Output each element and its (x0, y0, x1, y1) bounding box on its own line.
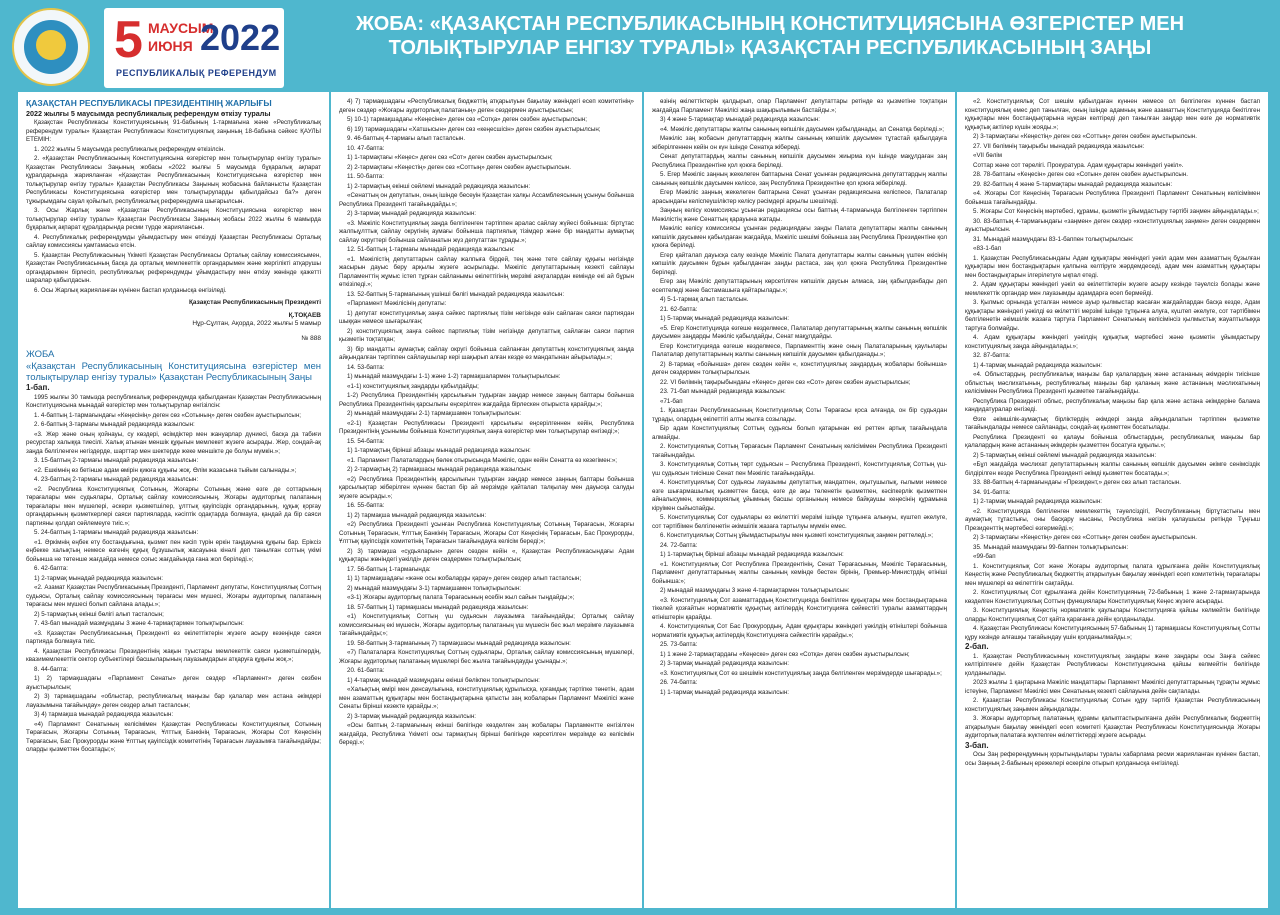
paragraph: «1. Әркімнің еңбек ету бостандығына, қызмет пен кәсіп түрін еркін таңдауына құқығы бар. Еріксіз еңбекке халықтың немесе өзгенің құқық бұзушылық жасауына кінәлі деп танылған соттың үкімі бойынша не төтенше жағдайда немесе соғыс жағдайында ғана жол беріледі.»; (26, 538, 321, 563)
column-2 (331, 92, 642, 908)
paragraph: 20. 61-бапта: (347, 667, 385, 674)
paragraph: 5. Конституциялық Сот судьялары өз өкілеттігі мерзімі ішінде тұтқынға алынуы, күштеп әкелуге, сот тәртібімен белгіленетін әкімшілік жазаға тартылуы мүмкін емес. (652, 514, 947, 530)
paragraph: 5. Жоғары Сот Кеңесінің мәртебесі, құрамы, қызметін ұйымдастыру тәртібі заңмен айқындалады.»; (973, 208, 1259, 215)
paragraph: 4. Қазақстан Республикасы Конституциясының 57-бабының 1) тармақшасы Конституциялық Сотты құру кезінде алғашқы тағайындау үшін қолданылмайды.»; (965, 625, 1260, 641)
paragraph: 6. Осы Жарлық жарияланған күнінен бастап қолданысқа енгізіледі. (34, 286, 227, 294)
paragraph: 15. 54-бапта: (347, 437, 385, 445)
paragraph: «71-бап (660, 397, 683, 405)
paragraph: 2. Қазақстан Республикасы Конституциялық Сотын құру тәртібі Қазақстан Республикасының конституциялық заңымен айқындалады. (965, 697, 1260, 713)
paragraph: 10. 47-бапта: (347, 144, 385, 152)
paragraph: 2. Адам құқықтары жөніндегі уәкіл өз өкілеттіктерін жүзеге асыру кезінде тәуелсіз болады және мемлекеттік органдар мен лауазымды адамдарға есеп бермейді. (965, 281, 1260, 297)
paragraph: 6. Конституциялық Соттың ұйымдастырылуы мен қызметі конституциялық заңмен реттеледі.»; (660, 532, 933, 539)
paragraph: Егер қайталап дауысқа салу кезінде Мәжіліс Палата депутаттары жалпы санының үштен екісінің көпшілік даусымен бұрын қабылданған заңды растаса, заң қол қоюға Республика Президентіне беріледі. (652, 251, 947, 276)
paragraph: 1. 4-баптың 1-тармағындағы «Кеңесінің» деген сөз «Сотының» деген сөзбен ауыстырылсын; (34, 411, 301, 419)
paragraph: 16. 55-бапта: (347, 502, 385, 509)
paragraph: 12. 51-баптың 1-тармағы мынадай редакцияда жазылсын: (347, 246, 515, 253)
paragraph: 2) 2-тармақтың 2) тармақшасы мынадай редакцияда жазылсын: (347, 466, 532, 473)
paragraph: 4. Республикалық референдумды ұйымдастыру мен өткізуді Қазақстан Республикасы Орталық сайлау комиссиясы қамтамасыз етсін. (26, 233, 321, 249)
paragraph: 1. Қазақстан Республикасындағы Адам құқықтары жөніндегі уәкіл адам мен азаматтың бұзылған құқықтары мен бостандықтарын қалпына келтіруге жәрдемдеседі, адам мен азаматтың құқықтары мен бостандықтарын ілгерілетуге ықпал етеді. (965, 254, 1260, 279)
paragraph: 1. 2022 жылғы 5 маусымда республикалық референдум өткізілсін. (34, 145, 226, 153)
paragraph: 32. 87-бапта: (973, 352, 1011, 359)
paragraph: 30. 83-баптың 4-тармағындағы «заңмен» деген сөздер «конституциялық заңмен» деген сөздермен ауыстырылсын. (965, 217, 1260, 233)
paragraph: «Парламент Мәжілісінің депутаты: (347, 300, 447, 307)
paragraph: 5. Қазақстан Республикасының Үкіметі Қазақстан Республикасы Орталық сайлау комиссиясымен, Қазақстан Республикасының басқа да орталық мемлекеттік органдарымен және жергілікті атқарушы органдарымен бірлесіп, республикалық референдумды ұйымдастыру мен өткізу жөнінде қажетті шаралар қабылдасын. (26, 251, 321, 284)
paragraph: «1. Конституциялық Сот Республика Президентінің, Сенат Төрағасының, Мәжіліс Төрағасының, Парламент депутаттарының жалпы санының кемінде бестен бірінің, Премьер-Министрдің өтініші бойынша:»; (652, 560, 947, 585)
paragraph: 1. Конституциялық Сот және Жоғары аудиторлық палата құрылғанға дейін Конституциялық Кеңестің және Республикалық бюджеттің атқарылуын бақылау жөніндегі есеп комитетінің төрағалары мен мүшелері өз өкілеттігін сақтайды. (965, 562, 1260, 587)
paragraph: 6) 19) тармақшадағы «Хатшысын» деген сөз «кеңесшісін» деген сөзбен ауыстырылсын; (347, 125, 601, 133)
paragraph: 24. 72-бапта: (660, 541, 698, 549)
referendum-date-badge (104, 8, 284, 88)
paragraph: 35. Мынадай мазмұндағы 99-баппен толықтырылсын: (973, 543, 1129, 551)
paragraph: «Халықтың өмірі мен денсаулығына, конституциялық құрылысқа, қоғамдық тәртіпке төнетін, адам мен азаматтың құқықтары мен бостандықтарына қатысты заң жобаларын Парламент Мәжілісі және Сенаты бірінші кезекте қарайды.»; (339, 686, 634, 710)
paragraph: 7. 43-бап мынадай мазмұндағы 3 және 4-тармақтармен толықтырылсын: (34, 620, 244, 627)
paragraph: 2) 8-тармақ «бойынша» деген сөзден кейін «, конституциялық заңдардың жобалары бойынша» деген сөздермен толықтырылсын. (652, 360, 947, 376)
column-3 (644, 92, 955, 908)
column-4 (957, 92, 1268, 908)
signer-name: Қ.ТОҚАЕВ (288, 311, 321, 319)
paragraph: «2. Республика Конституциялық Сотының, Жоғарғы Сотының және өзге де соттарының төрағалары мен судьялары, Орталық сайлау комиссиясының, Жоғары аудиторлық палатаның төрағалары мен мүшелері, әскери қызметшілер, ұлттық қауіпсіздік органдарының, құқық қорғау органдарының қызметкерлері саяси партияларда, кәсіптік одақтарда болмауға, қандай да бір саяси партияны қолдап сөйлемеуге тиіс.»; (26, 485, 321, 527)
article-2-heading: 2-бап. (965, 642, 989, 651)
paragraph: 17. 56-баптың 1-тармағында: (347, 565, 431, 573)
paragraph: 1) 2-тармақтың екінші сөйлемі мынадай редакцияда жазылсын: (347, 182, 531, 190)
paragraph: 2) 5-тармақтың екінші бөлігі алып тасталсын; (34, 610, 164, 618)
date-month-ru: ИЮНЯ (148, 38, 193, 54)
paragraph: 2) 3-тармақтағы «Кеңестің» деген сөз «Соттың» деген сөзбен ауыстырылсын. (973, 534, 1197, 541)
paragraph: Мәжіліс келісу комиссиясы ұсынған редакциядағы заңды Палата депутаттары жалпы санының көпшілік даусымен қабылдаған жағдайда, Мәжіліс шешімі бойынша заң Республика Президентіне қол қоюға беріледі. (652, 225, 947, 249)
paragraph: 2) мынадай мазмұндағы 3-1) тармақшамен толықтырылсын: (347, 584, 522, 592)
paragraph: 14. 53-бапта: (347, 363, 385, 371)
paragraph: 33. 88-баптың 4-тармағындағы «Президент,» деген сөз алып тасталсын. (973, 479, 1181, 486)
paragraph: 4. 23-баптың 2-тармағы мынадай редакцияда жазылсын: (34, 476, 199, 483)
paragraph: «1. Мәжілістің депутаттарын сайлау жалпыға бірдей, тең және тете сайлау құқығы негізінде жасырын дауыс беру арқылы жүзеге асырылады. Мәжіліс депутаттарының кезекті сайлауы Парламенттің жұмыс істеп тұрған сайланымы өкілеттігінің мерзімі аяқталардан кемінде екі ай бұрын өткізіледі.»; (339, 255, 634, 288)
paragraph: 9. 46-баптың 4-тармағы алып тасталсын. (347, 135, 466, 142)
paragraph: 2. 6-баптың 3-тармағы мынадай редакцияда жазылсын: (34, 421, 195, 428)
paragraph: өзінің өкілеттіктерін қалдырып, олар Парламент депутаттары ретінде өз қызметіне тоқтатқан жағдайда Парламент Мәжілісі жаңа шақырылымын бастайды.»; (652, 98, 947, 114)
paragraph: 2) 3) тармақша «судьяларын» деген сөзден кейін «, Қазақстан Республикасындағы Адам құқықтары жөніндегі уәкілді» деген сөздермен толықтырылсын; (339, 547, 634, 563)
paragraph: 1. Қазақстан Республикасының конституциялық заңдары және заңдары осы Заңға сәйкес келтірілгенге дейін Қазақстан Республикасы Конституциясына қайшы келмейтін бөлігінде қолданылады. (965, 652, 1260, 677)
paragraph: 26. 74-бапта: (660, 679, 698, 686)
paragraph: «1-1) конституциялық заңдарды қабылдайды; (347, 382, 479, 390)
paragraph: 1) 2-тармақ мынадай редакцияда жазылсын: (973, 498, 1102, 505)
paragraph: 21. 62-бапта: (660, 305, 698, 313)
paragraph: 4) 5-1-тармақ алып тасталсын. (660, 296, 749, 303)
referendum-label: РЕСПУБЛИКАЛЫҚ РЕФЕРЕНДУМ (116, 68, 277, 78)
paragraph: «1) Конституциялық Соттың үш судьясын лауазымға тағайындайды; Орталық сайлау комиссиясының екі мүшесін, Жоғары аудиторлық палатаның үш мүшесін бес жыл мерзімге лауазымға тағайындайды;»; (339, 613, 634, 637)
document-columns (18, 92, 1268, 908)
paragraph: 4) 7) тармақшадағы «Республикалық бюджеттің атқарылуын бақылау жөніндегі есеп комитетінің» деген сөздер «Жоғары аудиторлық палатаның» деген сөздермен ауыстырылсын; (339, 98, 634, 114)
paragraph: 3. 15-баптың 2-тармағы мынадай редакцияда жазылсын: (34, 457, 199, 464)
paragraph: Егер заң Мәжіліс депутаттарының көрсетілген көпшілік даусын алмаса, заң қабылданбады деп есептеледі және бастамашыға қайтарылады.»; (652, 278, 947, 294)
paragraph: «2) Республика Президентінің қарсылығын тудырған заңдар немесе заңның баптары бойынша қарсылықтар жіберілген күннен бастап бір ай мерзімде қайталап талқылау мен дауысқа салуды жүзеге асырады.»; (339, 475, 634, 500)
paragraph: 2. «Қазақстан Республикасының Конституциясына өзгерістер мен толықтырулар енгізу туралы» Қазақстан Республикасы Заңының жобасы «2022 жылғы 5 маусымда бұқаралық ақпарат құралдарында жарияланған «Қазақстан Республикасының Конституциясына өзгерістер мен толықтырулар енгізу туралы» Қазақстан Республикасы Заңының жобасына байланысты Қазақстан Республикасы Конституциясына өзгерістер мен толықтыруларды қабылдайсыз ба?» деген тұжырымдағы сауал қойылып, республикалық референдумға шығарылсын. (26, 155, 321, 205)
article-1-body (26, 394, 321, 755)
paragraph: 2) конституциялық заңға сәйкес партиялық тізім негізінде депутаттық сайлаған саяси партия қызметін тоқтатқан; (339, 327, 634, 343)
header (0, 0, 1280, 92)
paragraph: 23. 71-бап мынадай редакцияда жазылсын: (660, 388, 786, 395)
paragraph: Соттар және сот төрелігі. Прокуратура. Адам құқықтары жөніндегі уәкіл». (973, 161, 1184, 169)
paragraph: 5) 10-1) тармақшадағы «Кеңесіне» деген сөз «Сотқа» деген сөзбен ауыстырылсын; (347, 116, 587, 123)
paragraph: 28. 78-баптағы «Кеңесін» деген сөз «Сотын» деген сөзбен ауыстырылсын. (973, 171, 1188, 178)
paragraph: 1-2) Республика Президентінің қарсылығын тудырған заңдар немесе заңның баптары бойынша Республика Президентінің қарсылығы еңсерілген жағдайда бірлескен отырыста қарайды;»; (339, 392, 634, 408)
paragraph: Республика Президенті облыс, республикалық маңызы бар қала және астана әкімдеріне балама кандидатуралар енгізеді. (965, 397, 1260, 413)
paragraph: «Осы баптың 2-тармағының екінші бөлігінде көзделген заң жобалары Парламентте енгізілген жағдайда, Республика Үкіметі осы тармақтың бірінші бөлігінде көрсетілген мерзімде өз келісімін береді.»; (339, 722, 634, 746)
column-4-body (965, 98, 1260, 642)
paragraph: 2) 3-тармақ мынадай редакцияда жазылсын: (347, 712, 476, 720)
paragraph: Егер Мәжіліс заңның жекелеген баптарына Сенат ұсынған редакциясына келіспесе, Палаталар арасындағы келіспеушіліктер келісу рәсімдері арқылы шешіледі. (652, 189, 947, 205)
signer-role: Қазақстан Республикасының Президенті (188, 299, 321, 306)
paragraph: 5. 24-баптың 1-тармағы мынадай редакцияда жазылсын: (34, 529, 199, 536)
paragraph: 31. Мынадай мазмұндағы 83-1-баппен толықтырылсын: (973, 235, 1134, 243)
column-2-body (339, 98, 634, 748)
paragraph: «Бұл жағдайда мәслихат депутаттарының жалпы санының көпшілік даусымен әкімге сенімсіздік білдірілген кезде Республика Президенті әкімді қызметтен босатады.»; (965, 461, 1260, 477)
paragraph: 18. 57-баптың 1) тармақшасы мынадай редакцияда жазылсын: (347, 603, 529, 611)
paragraph: 3. Қылмыс орнында ұсталған немесе ауыр қылмыстар жасаған жағдайлардан басқа кезде, Адам құқықтары жөніндегі уәкілді өз өкілеттігі мерзімі ішінде тұтқынға алуға, күштеп әкелуге, сот тәртібімен белгіленетін әкімшілік жазаға тартуға Парламент Сенатының келісімінсіз қылмыстық жауаптылыққа тартуға болмайды. (965, 299, 1260, 332)
paragraph: 1) 1 және 2-тармақтардағы «Кеңеске» деген сөз «Сотқа» деген сөзбен ауыстырылсын; (660, 650, 910, 658)
paragraph: 1) мынадай мазмұндағы 1-1) және 1-2) тармақшалармен толықтырылсын: (347, 373, 561, 380)
paragraph: 1. Қазақстан Республикасының Конституциялық Соты Төрағасы қоса алғанда, он бір судьядан тұрады, олардың өкілеттігі алты жылға созылады. (652, 407, 947, 423)
paragraph: 1) 2) тармақшадағы «Парламент Сенаты» деген сөздер «Парламент» деген сөзбен ауыстырылсын; (26, 675, 321, 691)
paragraph: 22. VI бөлімнің тақырыбындағы «Кеңес» деген сөз «Сот» деген сөзбен ауыстырылсын; (660, 378, 911, 386)
paragraph: 2023 жылғы 1 қаңтарына Мәжіліс мандаттары Парламент Мәжілісі депутаттарының тұрақты жұмыс істеуіне, Парламент Мәжілісі мен Сенатының кезекті сайлауына дейін сақталады. (965, 679, 1260, 695)
paragraph: «3. Конституциялық Сот өз шешімін конституциялық заңда белгіленген мерзімдерде шығарады.»; (660, 669, 942, 677)
paragraph: «7) Палаталарға Конституциялық Соттың судьялары, Орталық сайлау комиссиясының мүшелері, Жоғары аудиторлық палатаның мүшелері бес жылға тағайындауды ұсынады.»; (339, 649, 634, 665)
article-1-heading: 1-бап. (26, 383, 50, 392)
article-3-heading: 3-бап. (965, 740, 989, 750)
paragraph: 1) 1-тармақтағы «Кеңес» деген сөз «Сот» деген сөзбен ауыстырылсын; (347, 154, 553, 161)
paragraph: Бір адам Конституциялық Соттың судьясы болып қатарынан екі реттен артық тағайындала алмайды. (652, 425, 947, 441)
paragraph: 4. Адам құқықтары жөніндегі уәкілдің құқықтық мәртебесі және қызметін ұйымдастыру конституциялық заңда айқындалады.»; (965, 334, 1260, 350)
paragraph: 13. 52-баптың 5-тармағының үшінші бөлігі мынадай редакцияда жазылсын: (347, 290, 565, 298)
paragraph: 2) 5-тармақтың екінші сөйлемі мынадай редакцияда жазылсын: (973, 451, 1157, 459)
paragraph: 3) бір мандатты аумақтық сайлау округі бойынша сайланған депутаттың конституциялық заңда айқындалған тәртіппен сайлаушылар кері шақырып алған кезде өз мандатынан айырылады.»; (339, 345, 634, 361)
paragraph: «1. Парламент Палаталардың бөлек отырысында Мәжіліс, одан кейін Сенатта өз кезегімен:»; (347, 456, 617, 464)
column-3-body (652, 98, 947, 697)
place-date: Нұр-Сұлтан, Ақорда, 2022 жылғы 5 мамыр (192, 320, 321, 327)
paragraph: 2) мынадай мазмұндағы 2-1) тармақшамен толықтырылсын: (347, 410, 522, 417)
draft-label: ЖОБА (26, 349, 55, 360)
paragraph: Осы Заң референдумның қорытындылары туралы хабарлама ресми жарияланған күнінен бастап, осы Заңның 2-бабының ережелері ескеріле отырып қолданысқа енгізіледі. (965, 751, 1260, 767)
paragraph: Республика Президенті өз қалауы бойынша облыстардың, республикалық маңызы бар қалалардың және астананың әкімдерін қызметтен босатуға құқылы.»; (965, 433, 1260, 449)
paragraph: Мәжіліс заң жобасын депутаттардың жалпы санының көпшілік даусымен тұтастай қабылдауға жіберілгеннен кейін он күн ішінде Сенатқа жібереді. (652, 135, 947, 151)
paragraph: 1) 1-тармақ мынадай редакцияда жазылсын: (660, 688, 789, 696)
paragraph: «5. Егер Конституцияда өзгеше көзделмесе, Палаталар депутаттарының жалпы санының көпшілік даусымен заңдарды Мәжіліс қабылдайды, Сенат мақұлдайды. (652, 324, 947, 340)
paragraph: «2-1) Қазақстан Республикасы Президенті қарсылығы еңсерілгеннен кейін, Республика Президентінің ұсынымы бойынша Конституциялық заңға өзгерістер мен толықтырулар енгізеді;»; (339, 419, 634, 435)
paragraph: 2) 2-тармақтағы «Кеңестің» деген сөз «Соттың» деген сөзбен ауыстырылсын. (347, 163, 571, 171)
paragraph: «3. Жер және оның қойнауы, су көздері, өсімдіктер мен жануарлар дүниесі, басқа да табиғи ресурстар халыққа тиесілі. Халық атынан меншік құқығын мемлекет жүзеге асырады. Жер, сондай-ақ заңда белгіленген негіздерде, шарттар мен шектерде жеке меншікте де болуы мүмкін.»; (26, 430, 321, 455)
paragraph: 1) 5-тармақ мынадай редакцияда жазылсын: (660, 315, 789, 322)
paragraph: 2. Конституциялық Соттың Төрағасын Парламент Сенатының келісімімен Республика Президенті тағайындайды. (652, 443, 947, 459)
article-2-body (965, 653, 1260, 741)
paragraph: 3) 4) тармақша мынадай редакцияда жазылсын: (34, 711, 174, 718)
paragraph: Қазақстан Республикасы Конституциясының 91-бабының 1-тармағына және «Республикалық референдум туралы» Қазақстан Республикасы Конституциялық заңының 18-бабына сәйкес ҚАУЛЫ ЕТЕМІН: (26, 119, 321, 143)
paragraph: 4. Конституциялық Сот Бас Прокурордың, Адам құқықтары жөніндегі уәкілдің өтініштері бойынша нормативтік құқықтық актілердің Конституцияға сәйкестігін қарайды.»; (652, 623, 947, 639)
paragraph: «3-1) Жоғары аудиторлық палата Төрағасының есебін жыл сайын тыңдайды;»; (347, 594, 575, 601)
date-day: 5 (114, 11, 143, 69)
page-title: ЖОБА: «ҚАЗАҚСТАН РЕСПУБЛИКАСЫНЫҢ КОНСТИТУЦИЯСЫНА ӨЗГЕРІСТЕР МЕН ТОЛЫҚТЫРУЛАР ЕНГІЗУ ТУРАЛЫ» ҚАЗАҚСТАН РЕСПУБЛИКАСЫНЫҢ ЗАҢЫ (355, 13, 1185, 59)
article-3-body (965, 751, 1260, 768)
paragraph: 2. Конституциялық Сот құрылғанға дейін Конституцияның 72-бабының 1 және 2-тармақтарында көзделген Конституциялық Соттың функциялары Конституциялық Кеңес жүзеге асырады. (965, 589, 1260, 605)
paragraph: 4. Конституциялық Сот судьясы лауазымы депутаттық мандатпен, оқытушылық, ғылыми немесе өзге шығармашылық қызметтен басқа, өзге де ақы төленетін қызметпен, кәсіпкерлік қызметпен айналысумен, коммерциялық ұйымның басшы органының немесе байқаушы кеңесінің құрамына кіруімен сыйыспайды. (652, 479, 947, 512)
paragraph: «3. Қазақстан Республикасының Президенті өз өкілеттіктерін жүзеге асыру кезеңінде саяси партияда болмауға тиіс. (26, 629, 321, 645)
paragraph: «4. Мәжіліс депутаттары жалпы санының көпшілік даусымен қабылданады, ал Сенатқа беріледі.»; (660, 125, 944, 133)
decree-title: ҚАЗАҚСТАН РЕСПУБЛИКАСЫ ПРЕЗИДЕНТІНІҢ ЖАРЛЫҒЫ (26, 98, 272, 108)
decree-number: № 888 (301, 334, 321, 342)
paragraph: «2. Азамат Қазақстан Республикасының Президенті, Парламент депутаты, Конституциялық Соттың судьясы, Орталық сайлау комиссиясының төрағасы мен мүшесі, Жоғары аудиторлық палатаның төрағасы мен мүшесі болып сайлана алады.»; (26, 584, 322, 608)
paragraph: 25. 73-бапта: (660, 641, 698, 648)
paragraph: 8. 44-бапта: (34, 665, 68, 673)
paragraph: «2. Конституцияда белгіленген мемлекеттің тәуелсіздігі, Республиканың біртұтастығы мен аумақтық тұтастығы, оны басқару нысаны, Республика негізін қалаушысы ретінде Тұңғыш Президенттің мәртебесі өзгермейді.»; (965, 507, 1260, 532)
paragraph: Егер Конституцияда өзгеше көзделмесе, Парламенттің және оның Палаталарының қаулылары Палаталар депутаттарының жалпы санының көпшілік даусымен қабылданады.»; (652, 342, 947, 358)
paragraph: «4. Жоғары Сот Кеңесінің Төрағасын Республика Президенті Парламент Сенатының келісімімен бойынша тағайындайды. (965, 190, 1260, 206)
paragraph: 2) мынадай мазмұндағы 3 және 4-тармақтармен толықтырылсын: (660, 587, 850, 594)
paragraph: 2) 3-тармақ мынадай редакцияда жазылсын: (660, 660, 789, 667)
paragraph: «Сенаттың он депутатын, оның ішінде бесеуін Қазақстан халқы Ассамблеясының ұсынуы бойынша Республика Президенті тағайындайды.»; (339, 192, 634, 208)
paragraph: «4) Парламент Сенатының келісімімен Қазақстан Республикасы Конституциялық Сотының Төрағасын, Жоғарғы Сотының Төрағасын, Ұлттық Банкінің Төрағасын, Жоғары Сот Кеңесінің Төрағасын, Бас Прокурорды және Ұлттық қауіпсіздік комитетінің Төрағасын лауазымға тағайындайды; оларды қызметтен босатады;»; (26, 720, 321, 753)
paragraph: 3. Осы Жарлық және «Қазақстан Республикасының Конституциясына өзгерістер мен толықтырулар енгізу туралы» Қазақстан Республикасы Заңының жобасы 2022 жылғы 6 мамырда бұқаралық ақпарат құралдарында ресми түрде жариялансын. (26, 207, 321, 231)
date-month-kk: МАУСЫМ (148, 20, 214, 36)
paragraph: «99-бап (973, 553, 996, 560)
paragraph: «VII бөлім (973, 152, 1002, 159)
paragraph: 3) 4 және 5-тармақтар мынадай редакцияда жазылсын: (660, 116, 820, 123)
column-1 (18, 92, 329, 908)
paragraph: 1) 1-тармақтың бірінші абзацы мынадай редакцияда жазылсын: (347, 447, 531, 454)
state-emblem-icon (12, 8, 90, 86)
paragraph: 3. Конституциялық Соттың төрт судьясын – Республика Президенті, Конституциялық Соттың үш-үш судьясын тиісінше Сенат пен Мәжіліс тағайындайды. (652, 461, 947, 477)
paragraph: «2. Ешкімнің өз бетінше адам өмірін қиюға құқығы жоқ. Өлім жазасына тыйым салынады.»; (34, 466, 297, 474)
paragraph: 11. 50-бапта: (347, 173, 384, 180)
paragraph: 1) 4-тармақ мынадай мазмұндағы екінші бөлікпен толықтырылсын: (347, 676, 540, 684)
paragraph: 1) 1-тармақтың бірінші абзацы мынадай редакцияда жазылсын: (660, 551, 844, 558)
paragraph: 1) депутат конституциялық заңға сәйкес партиялық тізім негізінде өзін сайлаған саяси партиядан шыққан немесе шығарылған; (339, 309, 634, 325)
paragraph: 3. Конституциялық Кеңестің нормативтік қаулылары Конституцияға қайшы келмейтін бөлігінде оларды Конституциялық Сот қайта қарағанға дейін қолданылады. (965, 607, 1260, 623)
paragraph: Өзге әкімшілік-аумақтық бірліктердің әкімдері заңда айқындалатын тәртіппен қызметке тағайындалады немесе сайланады, сондай-ақ қызметтен босатылады. (965, 415, 1260, 431)
paragraph: 19. 58-баптың 3-тармағының 7) тармақшасы мынадай редакцияда жазылсын: (347, 639, 571, 647)
paragraph: 2) 3-тармақ мынадай редакцияда жазылсын: (347, 210, 476, 217)
paragraph: 1) 2-тармақ мынадай редакцияда жазылсын: (34, 574, 163, 582)
paragraph: 3. Жоғары аудиторлық палатаның құрамы қалыптастырылғанға дейін Республикалық бюджеттің атқарылуын бақылау жөніндегі есеп комитеті Қазақстан Республикасы Конституциясында Жоғары аудиторлық палатаға жүктелген өкілеттіктерді жүзеге асырады. (965, 715, 1260, 739)
paragraph: 1) 2) тармақша мынадай редакцияда жазылсын: (347, 511, 487, 519)
draft-title: «Қазақстан Республикасының Конституциясына өзгерістер мен толықтырулар енгізу туралы» Қазақстан Республикасының Заңы (26, 361, 321, 383)
paragraph: 29. 82-баптың 4 және 5-тармақтары мынадай редакцияда жазылсын: (973, 180, 1173, 188)
date-year: 2022 (200, 17, 281, 58)
paragraph: 2) 3-тармақтағы «Кеңестің» деген сөз «Соттың» деген сөзбен ауыстырылсын. (973, 133, 1197, 140)
paragraph: 6. 42-бапта: (34, 565, 68, 572)
paragraph: 27. VII бөлімнің тақырыбы мынадай редакцияда жазылсын: (973, 142, 1145, 150)
paragraph: «3. Конституциялық Сот азаматтардың Конституцияда бекітілген құқықтары мен бостандықтарына тікелей қозғайтын нормативтік құқықтық актілердің Конституцияға сәйкестігі туралы азаматтардың өтініштерін қарайды. (652, 596, 947, 621)
paragraph: Заңның келісу комиссиясы ұсынған редакциясы осы баптың 4-тармағында белгіленген тәртіппен Мәжілістің және Сенаттың қарауына жатады. (652, 207, 947, 223)
paragraph: 2) 3) тармақшадағы «облыстар, республикалық маңызы бар қалалар мен астана әкімдері лауазымына тағайындау» деген сөздер алып тасталсын; (26, 693, 321, 709)
paragraph: 1) 4-тармақ мынадай редакцияда жазылсын: (973, 361, 1102, 369)
decree-body (26, 119, 321, 295)
paragraph: 34. 91-бапта: (973, 488, 1011, 496)
paragraph: 5. Егер Мәжіліс заңның жекелеген баптарына Сенат ұсынған редакциясына депутаттардың жалпы санының көпшілік даусымен келіссе, заң Республика Президентіне қол қоюға жіберіледі. (652, 171, 947, 187)
paragraph: «2) Республика Президенті ұсынған Республика Конституциялық Сотының Төрағасын, Жоғарғы Сотының Төрағасын, Ұлттық Банкінің Төрағасын, Жоғары Сот Кеңесінің Төрағасын, Бас Прокурорды, Ұлттық қауіпсіздік комитетінің Төрағасын тағайындауға келісім береді;»; (339, 521, 634, 545)
paragraph: Сенат депутаттардың жалпы санының көпшілік даусымен жиырма күн ішінде мақұлдаған заң Республика Президентіне қол қоюға беріледі. (652, 153, 947, 169)
paragraph: «3. Мәжіліс Конституциялық заңда белгіленген тәртіппен аралас сайлау жүйесі бойынша: біртұтас жалпыұлттық сайлау округінің аумағы бойынша партиялық тізімдер және бір мандатты аумақтық сайлау округтері бойынша сайланатын жүз депутаттан тұрады.»; (339, 219, 634, 244)
paragraph: «2. Конституциялық Сот шешім қабылдаған күннен немесе ол белгілеген күннен бастап конституциялық емес деп танылған, оның ішінде адамның және азаматтың Конституцияда бекітілген құқықтары мен бостандықтарына нұқсан келтіреді деп танылған заңдар мен өзге де нормативтік құқықтық актілер күшін жояды.»; (965, 98, 1260, 131)
paragraph: 1) 1) тармақшадағы «және осы жобаларды қарау» деген сөздер алып тасталсын; (347, 575, 582, 582)
decree-subtitle: 2022 жылғы 5 маусымда республикалық референдум өткізу туралы (26, 109, 271, 118)
paragraph: «4. Облыстардың, республикалық маңызы бар қалалардың және астананың әкімдерін тиісінше облыстың мәслихатының, республикалық маңызы бар қаланың және астананың мәслихатының келісімімен Республика Президенті қызметке тағайындайды. (965, 371, 1260, 395)
sun-icon (36, 30, 66, 60)
paragraph: 1995 жылғы 30 тамызда республикалық референдумда қабылданған Қазақстан Республикасының Конституциясына мынадай өзгерістер мен толықтырулар енгізілсін: (26, 393, 321, 409)
paragraph: 4. Қазақстан Республикасы Президентінің жақын туыстары мемлекеттік саяси қызметшілердің, квазимемлекеттік сектор субъектілері басшыларының лауазымдарын атқаруға құқығы жоқ.»; (26, 647, 321, 663)
paragraph: «83-1-бап (973, 245, 1002, 252)
